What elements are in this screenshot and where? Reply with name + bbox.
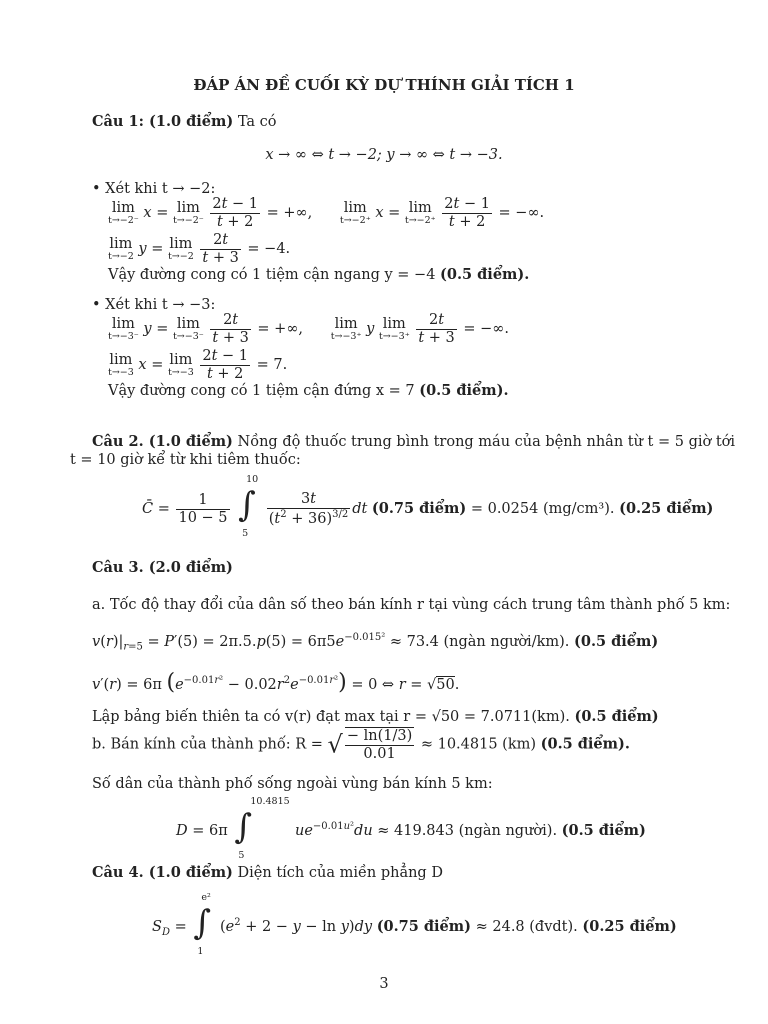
q2-points2: (0.25 điểm) [619,500,714,517]
q1-intro: Ta có [237,114,277,130]
q1-case1-result: Vậy đường cong có 1 tiệm cận ngang y = −4 [108,267,436,283]
q3-v5-result: ≈ 73.4 (ngàn người/km). [389,633,570,650]
q1-equivalence: x → ∞ ⇔ t → −2; y → ∞ ⇔ t → −3. [265,147,503,163]
q4-heading: Câu 4. (1.0 điểm) [92,864,233,881]
q3-radius-value: ≈ 10.4815 (km) [420,736,537,753]
q2-text2: t = 10 giờ kể từ khi tiêm thuốc: [70,452,301,468]
q1-case2-limit-x: lim t→−3 x = lim t→−3 $\frac{2t - 1}{t + 2}$ = 7. [108,348,288,382]
q4-text: Diện tích của miền phẳng D [237,865,443,881]
q1-case2-title-line [92,297,215,313]
q3-part-b: b. Bán kính của thành phố: R = [92,736,323,753]
q1-heading-line [92,113,277,130]
q3-radius-points: (0.5 điểm). [540,735,630,753]
q2-formula: C̄ = $\frac{1}{10 - 5}$ 10 ∫ 5 $\frac{3t}{(t^2 + 36)^{3/2}}$ dt (0.75 điểm) = 0.0254 (mg/cm³). (0.25 điểm) [142,474,714,539]
q1-case1-title-line [92,181,215,197]
q3-table-points: (0.5 điểm) [574,708,659,725]
q1-case1-limit-y: lim t→−2 y = lim t→−2 $\frac{2t}{t + 3}$ = −4. [108,232,291,266]
q3-table-text: Lập bảng biến thiên ta có v(r) đạt max tại r = √50 = 7.0711(km). [92,709,570,725]
q2-points1: (0.75 điểm) [371,500,467,517]
q3-table-line [92,708,659,725]
q4-points2: (0.25 điểm) [582,918,677,935]
q1-case2-result-line [108,382,509,399]
q3-derivative-line: v′(r) = 6π $(e^{-0.01r^2} - 0.02r^2e^{-0.01r^2}) = 0$ ⇔ r = √50. [92,670,460,695]
q3-radius-line: b. Bán kính của thành phố: R = √ $\frac{- \ln(1/3)}{0.01}$ ≈ 10.4815 (km) (0.5 điểm). [92,728,630,762]
q1-case2-points: (0.5 điểm). [419,382,509,399]
q2-heading: Câu 2. (1.0 điểm) [92,433,233,450]
q1-case2-limits-y: lim t→−3⁻ y = lim t→−3⁻ $\frac{2t}{t + 3}$ = +∞, lim t→−3⁺ y lim t→−3⁺ $\frac{2t}{t + 3}$ = −∞. [108,312,509,346]
q4-points1: (0.75 điểm) [376,918,471,935]
q1-case1-points: (0.5 điểm). [440,266,530,283]
q3-heading: Câu 3. (2.0 điểm) [92,559,233,576]
q1-heading: Câu 1: (1.0 điểm) [92,113,234,130]
q3-outside-text: Số dân của thành phố sống ngoài vùng bán kính 5 km: [92,776,493,792]
page-title: ĐÁP ÁN ĐỀ CUỐI KỲ DỰ THÍNH GIẢI TÍCH 1 [193,76,575,94]
q1-case2-result: Vậy đường cong có 1 tiệm cận đứng x = 7 [108,383,415,399]
q2-text1: Nồng độ thuốc trung bình trong máu của bệnh nhân từ t = 5 giờ tới [237,434,736,450]
q4-value: ≈ 24.8 (đvdt). [475,919,578,935]
q1-case2-title: Xét khi t → −3: [105,297,216,313]
page-number: 3 [379,976,389,992]
q3-v5-line: $v(r)|_{r=5} = P'(5) = 2\pi.5.p(5) = 6\pi 5e^{-0.015^2} \approx 73.4$ (ngàn người/km). (0.5 điểm) [92,632,659,653]
q2-value: = 0.0254 (mg/cm³). [470,501,615,517]
q3-d-points: (0.5 điểm) [561,822,646,839]
q3-part-a: a. Tốc độ thay đổi của dân số theo bán kính r tại vùng cách trung tâm thành phố 5 km: [92,597,731,613]
q4-formula: $S_D$ = e² ∫ 1 $(e^2 + 2 - y - \ln y)dy$ (0.75 điểm) ≈ 24.8 (đvdt). (0.25 điểm) [152,892,677,957]
q2-line1 [92,433,735,450]
q1-case1-title: Xét khi t → −2: [105,181,216,197]
q1-case1-limits-x: lim t→−2⁻ x = lim t→−2⁻ $\frac{2t - 1}{t + 2}$ = +∞, lim t→−2⁺ x = lim t→−2⁺ $\frac{2t - 1}{t + 2}$ = −∞. [108,196,545,230]
bullet-icon: • [92,181,101,197]
q1-case1-result-line [108,266,529,283]
bullet-icon: • [92,297,101,313]
q3-d-formula: D = 6π 10.4815 ∫ 5 $ue^{-0.01u^2}du \approx 419.843$ (ngàn người). (0.5 điểm) [176,796,646,861]
q3-v5-points: (0.5 điểm) [574,632,659,650]
q3-d-value: ≈ 419.843 (ngàn người). [377,823,558,839]
q4-line [92,864,443,881]
